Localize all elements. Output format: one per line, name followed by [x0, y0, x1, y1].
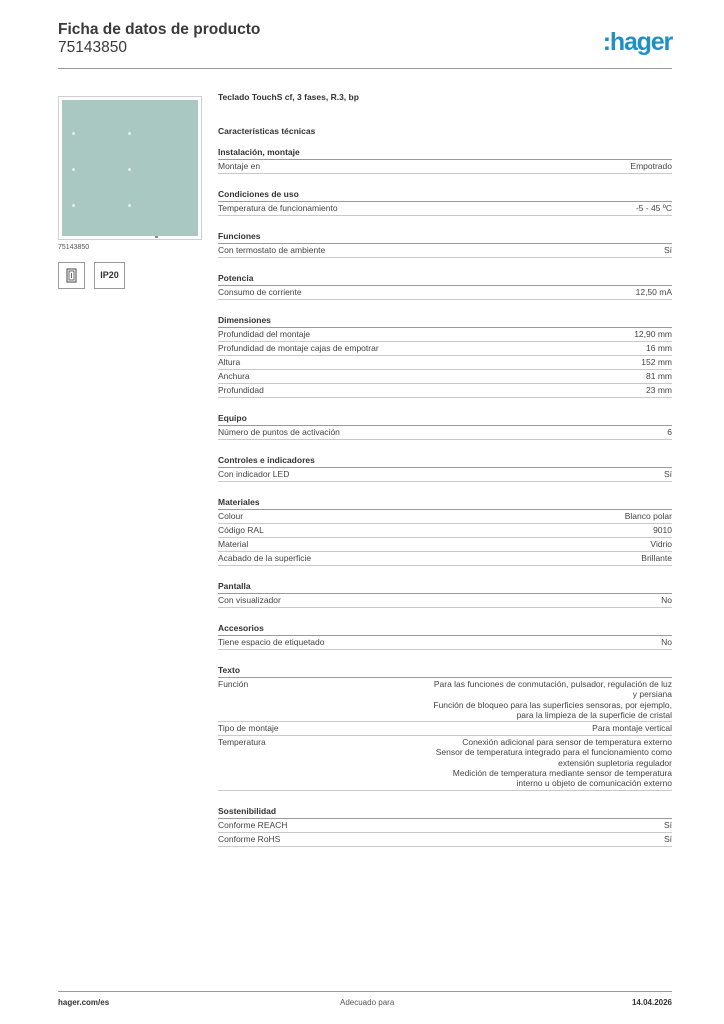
- spec-value-line: Brillante: [641, 553, 672, 563]
- ip-rating-badge: IP20: [94, 262, 125, 289]
- section-title: Instalación, montaje: [218, 147, 672, 160]
- spec-value-line: Función de bloqueo para las superficies sensoras, por ejemplo,: [433, 699, 672, 710]
- spec-value-line: 23 mm: [646, 385, 672, 395]
- spec-value-line: No: [661, 637, 672, 647]
- spec-value: [398, 161, 672, 172]
- product-panel: [62, 100, 198, 236]
- section-gap: [218, 566, 672, 577]
- spec-row: [218, 202, 672, 216]
- spec-row: [218, 552, 672, 566]
- product-image: [58, 96, 202, 240]
- spec-label: Acabado de la superficie: [218, 553, 312, 563]
- section-title: Condiciones de uso: [218, 189, 672, 202]
- section-title: Potencia: [218, 273, 672, 286]
- spec-value-line: Sí: [663, 833, 672, 844]
- footer-website[interactable]: hager.com/es: [58, 998, 110, 1007]
- spec-value-line: interno u objeto de comunicación externo: [516, 778, 672, 789]
- spec-value: [398, 539, 672, 550]
- spec-row: [218, 524, 672, 538]
- product-code: 75143850: [58, 39, 127, 56]
- spec-value: [398, 737, 672, 788]
- footer-suitable-for: Adecuado para: [340, 998, 395, 1007]
- spec-row: [218, 356, 672, 370]
- spec-label: Función: [218, 679, 249, 689]
- image-mark: [155, 236, 158, 238]
- logo-text: hager: [609, 28, 672, 56]
- spec-label: Montaje en: [218, 161, 261, 171]
- spec-row: [218, 468, 672, 482]
- spec-value: [398, 511, 672, 522]
- spec-row: [218, 342, 672, 356]
- spec-label: Profundidad: [218, 385, 264, 395]
- spec-value-line: 16 mm: [646, 343, 672, 353]
- section-title: Controles e indicadores: [218, 455, 672, 468]
- spec-row: [218, 819, 672, 833]
- spec-value-line: Sí: [663, 469, 672, 479]
- section-gap: [218, 650, 672, 661]
- spec-value: [398, 203, 672, 214]
- spec-value-line: Para montaje vertical: [592, 723, 672, 734]
- spec-value-line: 6: [667, 427, 672, 437]
- sensor-dot: [128, 204, 131, 207]
- spec-value-line: Sí: [663, 819, 672, 830]
- spec-label: Tiene espacio de etiquetado: [218, 637, 325, 647]
- spec-value: [398, 385, 672, 396]
- spec-row: [218, 538, 672, 552]
- flush-mount-icon: [58, 262, 85, 289]
- section-title: Pantalla: [218, 581, 672, 594]
- section-title: Funciones: [218, 231, 672, 244]
- spec-label: Temperatura de funcionamiento: [218, 203, 338, 213]
- spec-label: Temperatura: [218, 737, 266, 748]
- header-divider: [58, 68, 672, 69]
- spec-value: [398, 245, 672, 256]
- spec-value-line: 152 mm: [641, 357, 672, 367]
- spec-label: Consumo de corriente: [218, 287, 302, 297]
- sensor-dot: [72, 168, 75, 171]
- image-caption: 75143850: [58, 244, 90, 251]
- spec-value-line: para la limpieza de la superficie de cristal: [516, 709, 672, 720]
- sensor-dot: [72, 204, 75, 207]
- spec-value: [398, 287, 672, 298]
- spec-value: [398, 553, 672, 564]
- spec-label: Conforme REACH: [218, 819, 288, 830]
- spec-row: [218, 833, 672, 847]
- spec-row: [218, 328, 672, 342]
- spec-label: Con visualizador: [218, 595, 281, 605]
- section-gap: [218, 791, 672, 802]
- spec-row: [218, 510, 672, 524]
- section-title: Accesorios: [218, 623, 672, 636]
- spec-value-line: 12,90 mm: [634, 329, 672, 339]
- section-gap: [218, 174, 672, 185]
- spec-value-line: Empotrado: [630, 161, 672, 171]
- spec-row: [218, 678, 672, 722]
- footer-date: 14.04.2026: [631, 998, 672, 1007]
- spec-value-line: 81 mm: [646, 371, 672, 381]
- spec-value-line: -5 - 45 ºC: [635, 203, 672, 213]
- spec-label: Material: [218, 539, 249, 549]
- spec-value: [398, 371, 672, 382]
- spec-label: Colour: [218, 511, 244, 521]
- spec-label: Profundidad de montaje cajas de empotrar: [218, 343, 379, 353]
- section-gap: [218, 216, 672, 227]
- spec-row: [218, 160, 672, 174]
- section-title: Sostenibilidad: [218, 806, 672, 819]
- spec-value: [398, 427, 672, 438]
- section-title: Equipo: [218, 413, 672, 426]
- sensor-dot: [128, 132, 131, 135]
- spec-label: Conforme RoHS: [218, 833, 281, 844]
- spec-value: [398, 357, 672, 368]
- spec-value-line: y persiana: [632, 689, 672, 700]
- section-gap: [218, 398, 672, 409]
- spec-sections: [218, 147, 672, 847]
- spec-label: Número de puntos de activación: [218, 427, 340, 437]
- spec-label: Anchura: [218, 371, 250, 381]
- spec-value-line: No: [661, 595, 672, 605]
- spec-value-line: extensión supletoria regulador: [558, 757, 672, 768]
- spec-label: Con termostato de ambiente: [218, 245, 326, 255]
- spec-row: [218, 244, 672, 258]
- spec-label: Altura: [218, 357, 241, 367]
- spec-value-line: Sensor de temperatura integrado para el funcionamiento como: [435, 747, 672, 758]
- spec-value: [398, 343, 672, 354]
- spec-value: [398, 679, 672, 720]
- spec-value-line: 9010: [653, 525, 672, 535]
- spec-label: Tipo de montaje: [218, 723, 279, 734]
- spec-label: Profundidad del montaje: [218, 329, 311, 339]
- hager-logo: :hager: [602, 28, 672, 56]
- spec-label: Con indicador LED: [218, 469, 290, 479]
- spec-row: [218, 594, 672, 608]
- section-gap: [218, 608, 672, 619]
- spec-value: [398, 469, 672, 480]
- section-gap: [218, 440, 672, 451]
- section-title: Dimensiones: [218, 315, 672, 328]
- sensor-dot: [128, 168, 131, 171]
- footer-divider: [58, 991, 672, 992]
- spec-value: [398, 723, 672, 734]
- spec-value: [398, 525, 672, 536]
- spec-label: Código RAL: [218, 525, 264, 535]
- spec-value-line: Blanco polar: [624, 511, 672, 521]
- spec-row: [218, 722, 672, 736]
- sensor-dot: [72, 132, 75, 135]
- spec-value-line: Para las funciones de conmutación, pulsador, regulación de luz: [433, 679, 672, 689]
- spec-value: [398, 637, 672, 648]
- spec-value-line: Vidrio: [650, 539, 672, 549]
- spec-content: [218, 92, 672, 847]
- spec-row: [218, 636, 672, 650]
- tech-heading: Características técnicas: [218, 126, 316, 136]
- section-title: Texto: [218, 665, 672, 678]
- spec-value-line: Sí: [663, 245, 672, 255]
- spec-value-line: Conexión adicional para sensor de temperatura externo: [462, 737, 672, 748]
- spec-value: [398, 595, 672, 606]
- spec-row: [218, 286, 672, 300]
- spec-value: [398, 329, 672, 340]
- spec-row: [218, 370, 672, 384]
- spec-value-line: Medición de temperatura mediante sensor de temperatura: [452, 768, 672, 779]
- section-gap: [218, 258, 672, 269]
- section-title: Materiales: [218, 497, 672, 510]
- page-title: Ficha de datos de producto: [58, 21, 261, 38]
- product-name: Teclado TouchS cf, 3 fases, R.3, bp: [218, 92, 359, 102]
- section-gap: [218, 482, 672, 493]
- spec-row: [218, 426, 672, 440]
- spec-value: [398, 834, 672, 845]
- spec-value: [398, 820, 672, 831]
- spec-row: [218, 736, 672, 790]
- section-gap: [218, 300, 672, 311]
- spec-value-line: 12,50 mA: [635, 287, 672, 297]
- spec-row: [218, 384, 672, 398]
